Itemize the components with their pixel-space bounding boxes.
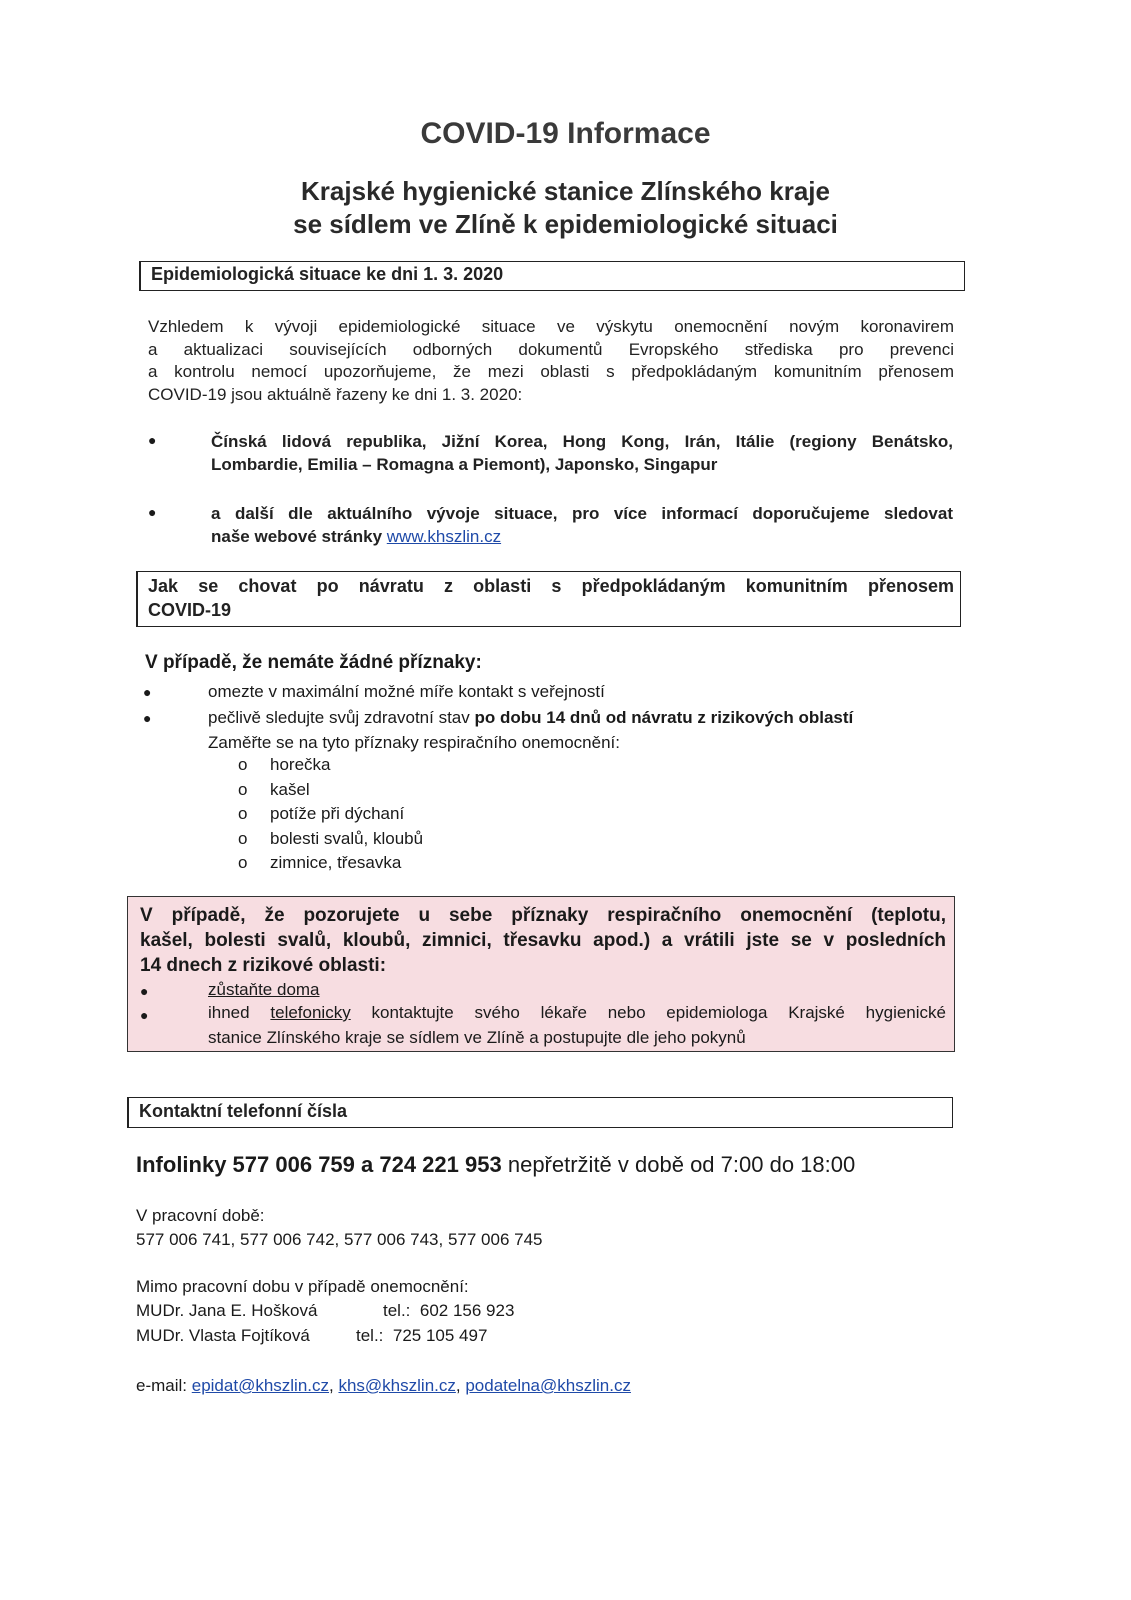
list-item [238,851,423,876]
doctor-name: MUDr. Jana E. Hošková [136,1301,318,1320]
infoline-numbers: Infolinky 577 006 759 a 724 221 953 [136,1152,502,1177]
email-label: e-mail: [136,1376,188,1395]
circle-bullet-icon: o [238,779,248,799]
monitor-health-bullet [208,706,853,731]
symptom-text: zimnice, třesavka [270,853,402,872]
website-link[interactable]: www.khszlin.cz [386,527,502,546]
bullet-line [211,525,953,548]
bullet-dot: ● [140,983,149,999]
circle-bullet-icon: o [238,804,248,823]
symptom-list [238,753,423,876]
section-header-text: Epidemiologická situace ke dni 1. 3. 2020 [151,264,504,284]
bullet-text: pečlivě sledujte svůj zdravotní stav [208,708,470,727]
bullet-line: Čínská lidová republika, Jižní Korea, Hong Kong, Irán, Itálie (regiony Benátsko, [211,432,953,451]
bullet-text: naše webové stránky [211,527,383,546]
doctor-phone: 725 105 497 [392,1326,488,1345]
page-subtitle [0,175,1131,241]
section-header-text: COVID-19 [148,600,232,620]
bullet-dot: ● [148,504,157,520]
warning-line: V případě, že pozorujete u sebe příznaky respiračního onemocnění (teplotu, [140,905,946,926]
section-header-epidemiology [139,261,965,291]
bullet-text: kontaktujte svého lékaře nebo epidemiologa Krajské hygienické [371,1003,946,1022]
symptom-text: bolesti svalů, kloubů [270,828,424,848]
infoline-hours: nepřetržitě v době od 7:00 do 18:00 [507,1152,856,1177]
doctor-contact [136,1299,514,1324]
warning-heading [140,903,946,978]
symptom-text: potíže při dýchaní [270,804,405,823]
page-title: COVID-19 Informace [420,117,711,150]
bullet-dot: ● [143,710,152,726]
focus-symptoms-line: Zaměřte se na tyto příznaky respiračního onemocnění: [208,733,620,752]
email-line: e-mail: epidat@khszlin.cz, khs@khszlin.cz, podatelna@khszlin.cz [136,1376,631,1395]
circle-bullet-icon: o [238,755,248,774]
symptom-text: horečka [270,755,331,774]
bullet-bold-text: po dobu 14 dnů od návratu z rizikových oblastí [474,708,854,727]
bullet-dot: ● [143,684,152,700]
warning-box [127,896,955,1052]
warning-line: 14 dnech z rizikové oblasti: [140,955,387,976]
list-item [238,753,423,778]
section-header-contacts [127,1097,953,1128]
bullet-underlined-text: telefonicky [270,1003,351,1022]
section-header-text: Jak se chovat po návratu z oblasti s předpokládaným komunitním přenosem [148,576,954,596]
subtitle-line: Krajské hygienické stanice Zlínského kraje [301,176,830,206]
off-hours-label: Mimo pracovní dobu v případě onemocnění: [136,1277,469,1296]
email-link[interactable]: khs@khszlin.cz [338,1376,456,1395]
bullet-line [208,1001,946,1026]
email-link[interactable]: epidat@khszlin.cz [191,1376,330,1395]
section-header-return [136,571,961,627]
more-info-bullet [211,502,953,548]
bullet-line: Lombardie, Emilia – Romagna a Piemont), Japonsko, Singapur [211,455,718,474]
bullet-line: a další dle aktuálního vývoje situace, pro více informací doporučujeme sledovat [211,504,953,523]
paragraph-line: a aktualizaci souvisejících odborných dokumentů Evropského střediska pro prevenci [148,339,954,359]
email-link[interactable]: podatelna@khszlin.cz [465,1376,631,1395]
regions-bullet [211,430,953,476]
infoline [136,1152,855,1178]
call-doctor-bullet [208,1001,946,1050]
no-symptoms-heading: V případě, že nemáte žádné příznaky: [145,652,482,673]
circle-bullet-icon: o [238,828,248,848]
doctor-contact [136,1324,487,1349]
circle-bullet-icon: o [238,853,248,872]
warning-line: kašel, bolesti svalů, kloubů, zimnici, třesavku apod.) a vrátili jste se v posledních [140,930,946,951]
bullet-text: ihned [208,1003,250,1022]
bullet-dot: ● [148,432,157,448]
doctor-phone: 602 156 923 [419,1301,515,1320]
paragraph-line: Vzhledem k vývoji epidemiologické situace ve výskytu onemocnění novým koronavirem [148,317,954,336]
section-header-text: Kontaktní telefonní čísla [139,1101,348,1121]
intro-paragraph [148,316,954,406]
bullet-dot: ● [140,1007,149,1023]
work-hours-numbers: 577 006 741, 577 006 742, 577 006 743, 577 006 745 [136,1230,543,1249]
symptom-text: kašel [270,779,310,799]
work-hours-label: V pracovní době: [136,1206,265,1225]
list-item [238,802,423,827]
list-item [238,778,423,803]
subtitle-line: se sídlem ve Zlíně k epidemiologické situaci [293,209,838,239]
limit-contact-bullet: omezte v maximální možné míře kontakt s veřejností [208,682,605,701]
stay-home-bullet: zůstaňte doma [208,980,320,999]
tel-label: tel.: [356,1326,384,1345]
list-item [238,827,423,852]
paragraph-line: a kontrolu nemocí upozorňujeme, že mezi oblasti s předpokládaným komunitním přenosem [148,362,954,381]
doctor-name: MUDr. Vlasta Fojtíková [136,1326,310,1345]
bullet-line: stanice Zlínského kraje se sídlem ve Zlíně a postupujte dle jeho pokynů [208,1027,746,1047]
tel-label: tel.: [383,1301,411,1320]
paragraph-line: COVID-19 jsou aktuálně řazeny ke dni 1. 3. 2020: [148,384,523,404]
